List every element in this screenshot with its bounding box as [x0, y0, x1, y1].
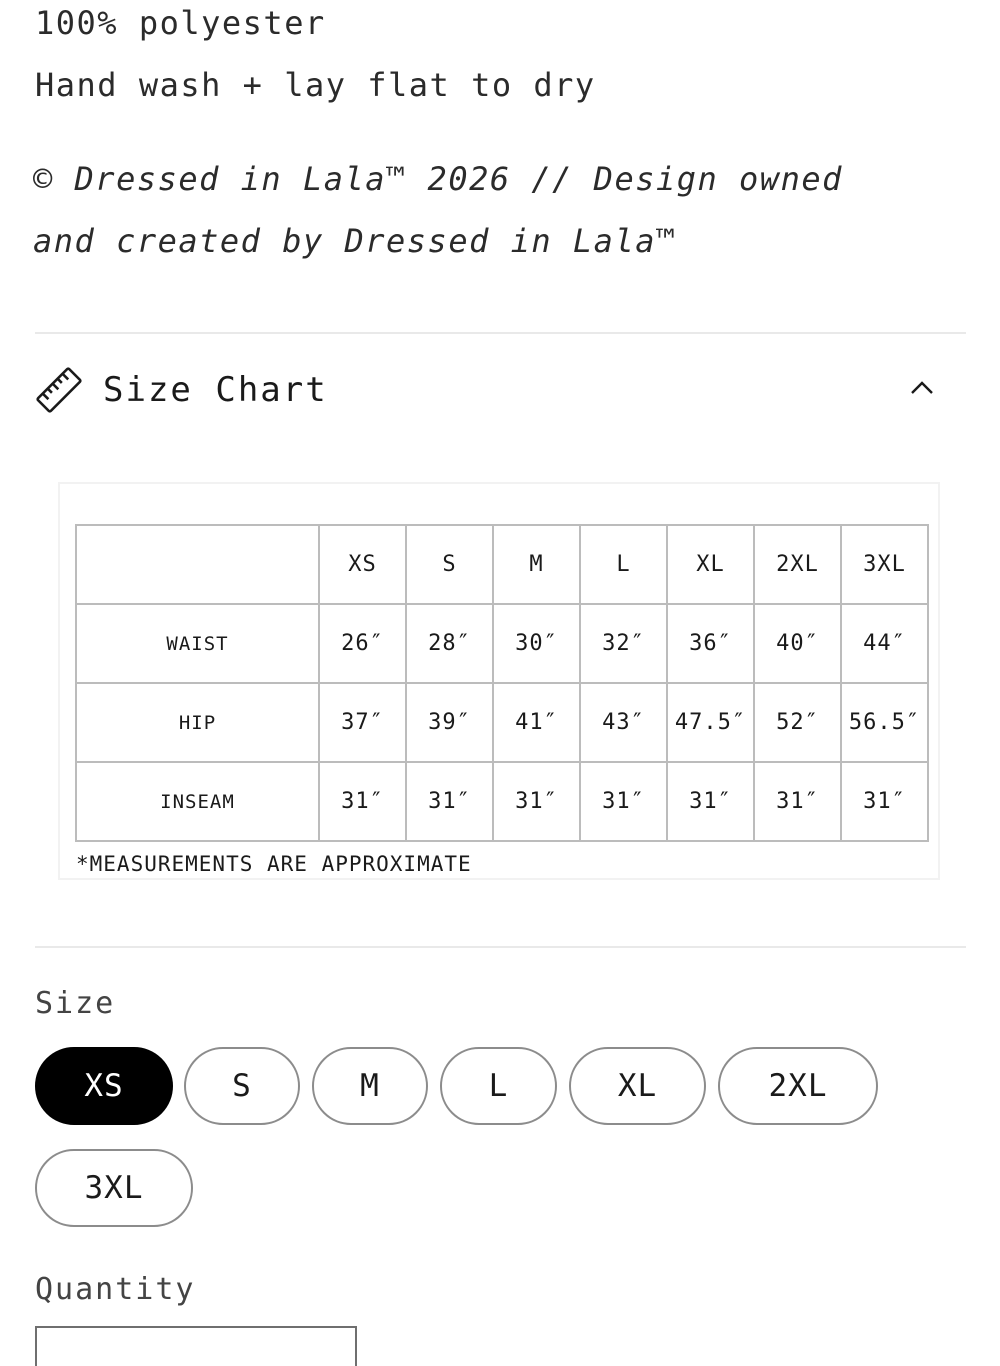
divider [35, 332, 966, 334]
column-header: L [580, 525, 667, 604]
table-cell: 31″ [319, 762, 406, 841]
copyright-line-2: and created by Dressed in Lala™ [33, 222, 677, 260]
size-option-s[interactable]: S [184, 1047, 300, 1125]
row-label-waist: WAIST [76, 604, 319, 683]
table-row [76, 762, 928, 841]
care-instructions-text: Hand wash + lay flat to dry [35, 66, 596, 104]
size-option-m[interactable]: M [312, 1047, 428, 1125]
row-label-hip: HIP [76, 683, 319, 762]
copyright-text-1: Dressed in Lala™ 2026 // Design owned [74, 160, 843, 198]
size-chart-table [75, 524, 929, 842]
size-option-2xl[interactable]: 2XL [718, 1047, 878, 1125]
table-row [76, 683, 928, 762]
quantity-stepper[interactable] [35, 1326, 357, 1366]
table-cell: 40″ [754, 604, 841, 683]
table-cell: 36″ [667, 604, 754, 683]
table-cell: 41″ [493, 683, 580, 762]
table-cell: 31″ [580, 762, 667, 841]
table-cell: 31″ [841, 762, 928, 841]
size-option-xs[interactable]: XS [35, 1047, 173, 1125]
table-corner-cell [76, 525, 319, 604]
size-option-xl[interactable]: XL [569, 1047, 706, 1125]
table-row [76, 604, 928, 683]
row-label-inseam: INSEAM [76, 762, 319, 841]
table-cell: 28″ [406, 604, 493, 683]
table-cell: 31″ [667, 762, 754, 841]
table-cell: 31″ [406, 762, 493, 841]
measurements-note: *MEASUREMENTS ARE APPROXIMATE [76, 852, 472, 876]
table-cell: 32″ [580, 604, 667, 683]
table-cell: 30″ [493, 604, 580, 683]
column-header: M [493, 525, 580, 604]
table-cell: 31″ [493, 762, 580, 841]
table-header-row [76, 525, 928, 604]
table-cell: 26″ [319, 604, 406, 683]
size-option-3xl[interactable]: 3XL [35, 1149, 193, 1227]
size-label: Size [35, 986, 116, 1021]
size-chart-title: Size Chart [103, 370, 328, 410]
table-cell: 37″ [319, 683, 406, 762]
size-option-l[interactable]: L [440, 1047, 557, 1125]
column-header: S [406, 525, 493, 604]
table-cell: 52″ [754, 683, 841, 762]
table-cell: 47.5″ [667, 683, 754, 762]
table-cell: 56.5″ [841, 683, 928, 762]
table-cell: 39″ [406, 683, 493, 762]
column-header: XS [319, 525, 406, 604]
table-cell: 43″ [580, 683, 667, 762]
ruler-icon [35, 366, 83, 414]
copyright-symbol: © [33, 160, 54, 198]
table-cell: 44″ [841, 604, 928, 683]
size-chart-toggle[interactable] [35, 355, 966, 425]
table-cell: 31″ [754, 762, 841, 841]
copyright-line-1 [33, 160, 843, 198]
divider [35, 946, 966, 948]
quantity-label: Quantity [35, 1272, 196, 1307]
material-text: 100% polyester [35, 4, 326, 42]
chevron-up-icon[interactable] [908, 377, 936, 399]
column-header: 3XL [841, 525, 928, 604]
column-header: XL [667, 525, 754, 604]
column-header: 2XL [754, 525, 841, 604]
